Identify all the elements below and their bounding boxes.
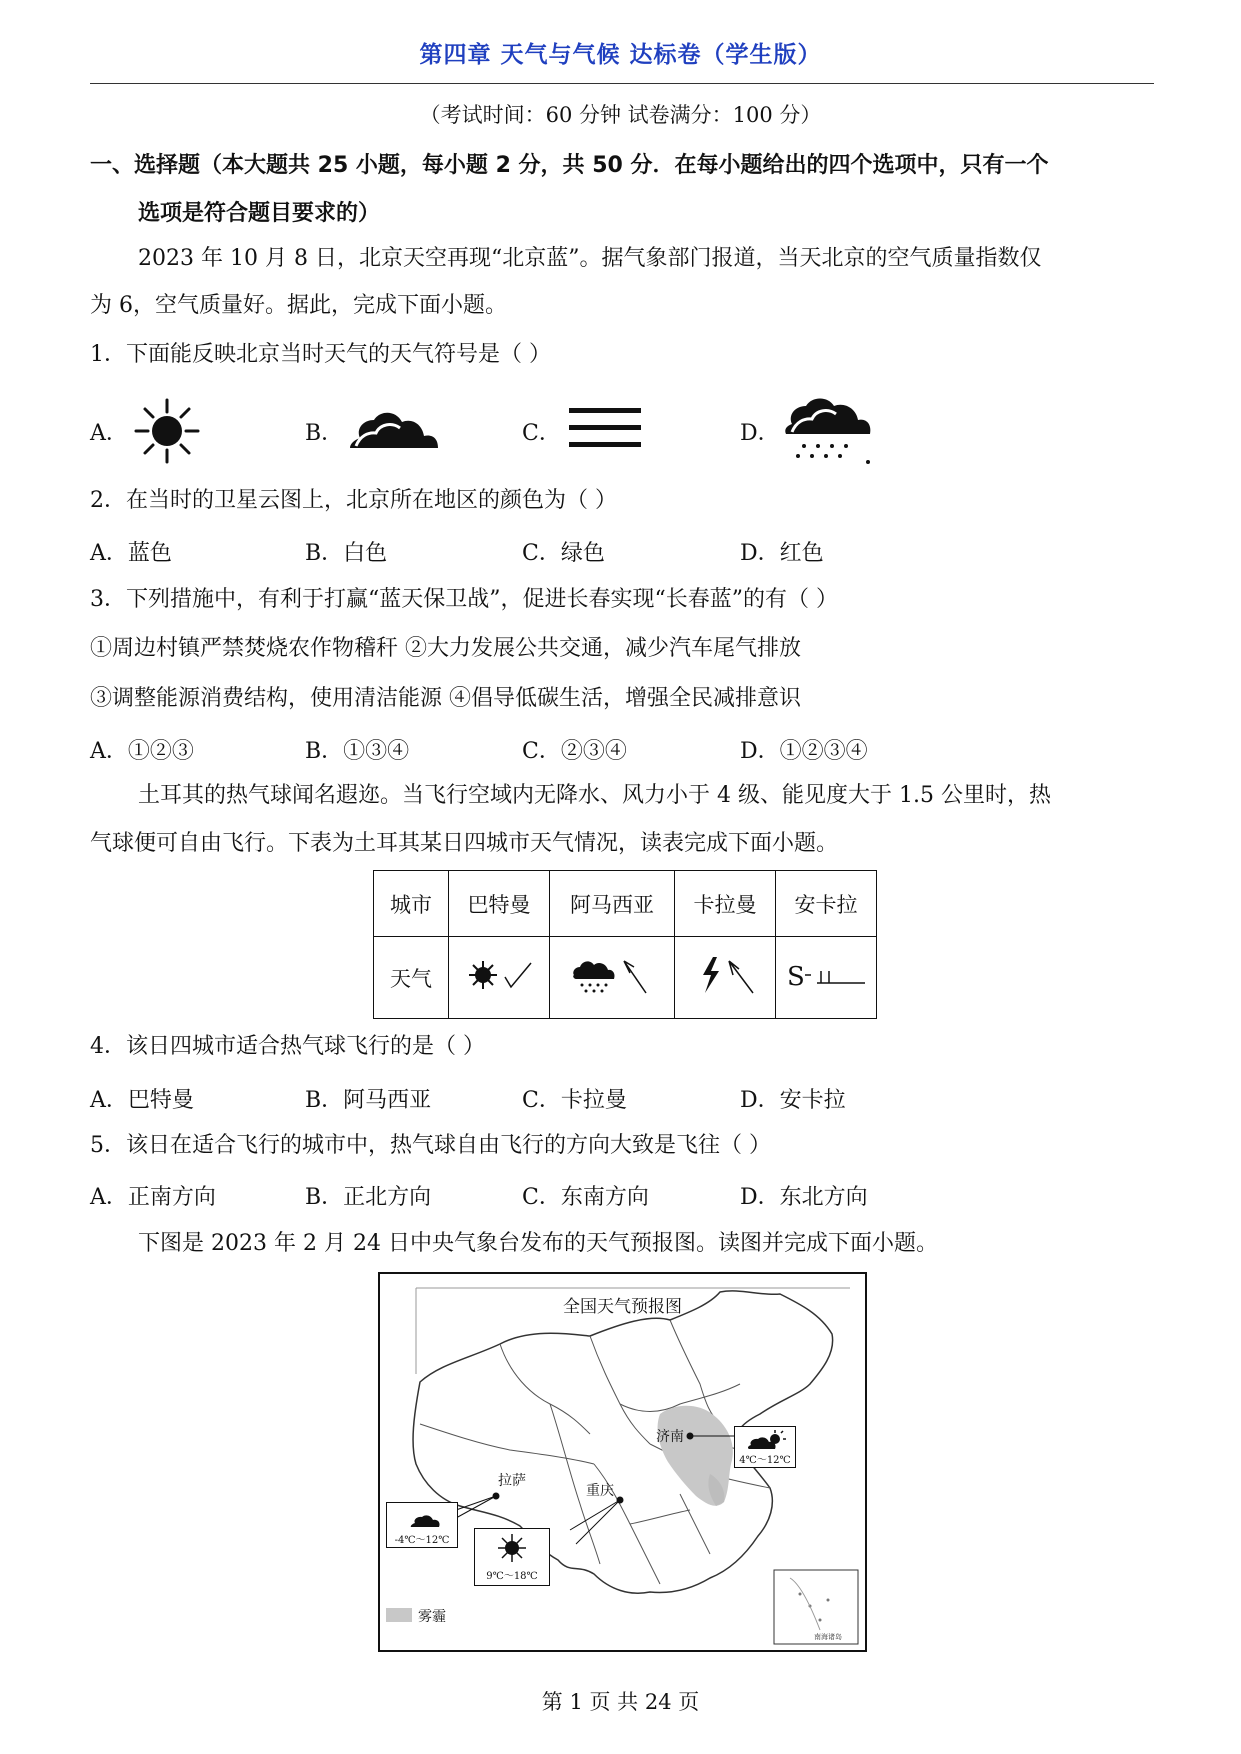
fog-icon	[565, 404, 645, 452]
table-symbol-cell	[675, 937, 776, 1019]
q3-option-c: C．②③④	[522, 739, 627, 764]
q2-option-c: C．绿色	[522, 541, 605, 566]
sun-icon	[475, 1531, 549, 1565]
passage-text: 2023 年 10 月 8 日，北京天空再现“北京蓝”。据气象部门报道，当天北京的空气质量指数仅	[138, 246, 1042, 271]
question-1-stem: 1．下面能反映北京当时天气的天气符号是（ ）	[90, 342, 551, 367]
cloudy-icon	[346, 402, 442, 452]
passage-text: 土耳其的热气球闻名遐迩。当飞行空域内无降水、风力小于 4 级、能见度大于 1.5 公里时，热	[138, 783, 1051, 808]
section-heading-cont: 选项是符合题目要求的）	[138, 201, 381, 226]
table-row-label: 天气	[374, 937, 449, 1019]
city-label-lhasa: 拉萨	[498, 1473, 526, 1489]
rain-icon	[782, 394, 874, 468]
table-city-cell: 卡拉曼	[675, 871, 776, 937]
legend-smog-label: 雾霾	[418, 1609, 446, 1625]
passage-text: 为 6，空气质量好。据此，完成下面小题。	[90, 293, 507, 318]
q4-option-b: B．阿马西亚	[305, 1088, 432, 1113]
table-symbol-cell	[776, 937, 877, 1019]
cloudy-sun-icon	[735, 1429, 795, 1451]
q5-option-a: A．正南方向	[90, 1185, 216, 1210]
q4-option-a: A．巴特曼	[90, 1088, 194, 1113]
question-3-stem: 3．下列措施中，有利于打赢“蓝天保卫战”，促进长春实现“长春蓝”的有（ ）	[90, 587, 838, 612]
question-4-stem: 4．该日四城市适合热气球飞行的是（ ）	[90, 1034, 485, 1059]
city-label-chongqing: 重庆	[586, 1483, 614, 1499]
inset-label: 南海诸岛	[814, 1633, 842, 1641]
q1-option-d: D．	[740, 421, 780, 446]
table-symbol-cell	[449, 937, 550, 1019]
q1-option-c: C．	[522, 421, 561, 446]
table-city-cell: 安卡拉	[776, 871, 877, 937]
jinan-temp: 4℃～12℃	[739, 1455, 791, 1466]
q3-option-a: A．①②③	[90, 739, 194, 764]
sun-icon	[132, 396, 202, 466]
rain-wind-icon	[562, 953, 662, 997]
page-number: 第 1 页 共 24 页	[541, 1690, 700, 1714]
table-city-cell: 阿马西亚	[550, 871, 675, 937]
question-5-stem: 5．该日在适合飞行的城市中，热气球自由飞行的方向大致是飞往（ ）	[90, 1133, 771, 1158]
chongqing-temp: 9℃～18℃	[486, 1571, 538, 1582]
q5-option-b: B．正北方向	[305, 1185, 432, 1210]
passage-text: 下图是 2023 年 2 月 24 日中央气象台发布的天气预报图。读图并完成下面小题。	[138, 1231, 938, 1256]
exam-info: （考试时间：60 分钟 试卷满分：100 分）	[419, 103, 822, 127]
city-label-jinan: 济南	[656, 1429, 684, 1445]
table-city-cell: 巴特曼	[449, 871, 550, 937]
sandstorm-wind-icon	[781, 953, 871, 997]
weather-forecast-map	[378, 1272, 867, 1652]
table-header-cell: 城市	[374, 871, 449, 937]
q3-items: ①周边村镇严禁焚烧农作物稽秆 ②大力发展公共交通，减少汽车尾气排放	[90, 636, 801, 661]
q4-option-c: C．卡拉曼	[522, 1088, 627, 1113]
weather-table	[373, 870, 877, 1019]
page-title: 第四章 天气与气候 达标卷（学生版）	[419, 42, 822, 68]
q2-option-d: D．红色	[740, 541, 824, 566]
passage-text: 气球便可自由飞行。下表为土耳其某日四城市天气情况，读表完成下面小题。	[90, 831, 839, 856]
section-heading: 一、选择题（本大题共 25 小题，每小题 2 分，共 50 分．在每小题给出的四个选项中，只有一个	[90, 153, 1049, 178]
table-symbol-cell	[550, 937, 675, 1019]
q1-option-a: A．	[90, 421, 128, 446]
lhasa-forecast-box	[386, 1502, 458, 1548]
q2-option-b: B．白色	[305, 541, 388, 566]
chongqing-forecast-box	[474, 1528, 550, 1586]
map-title: 全国天气预报图	[563, 1297, 682, 1317]
thunder-wind-icon	[685, 953, 765, 997]
cloudy-icon	[387, 1507, 457, 1529]
q4-option-d: D．安卡拉	[740, 1088, 846, 1113]
q3-option-d: D．①②③④	[740, 739, 868, 764]
legend-smog-swatch	[386, 1608, 412, 1622]
sun-wind-icon	[459, 955, 539, 995]
lhasa-temp: -4℃～12℃	[394, 1535, 450, 1546]
q2-option-a: A．蓝色	[90, 541, 172, 566]
header-divider	[90, 83, 1154, 84]
q1-option-b: B．	[305, 421, 344, 446]
q3-items: ③调整能源消费结构，使用清洁能源 ④倡导低碳生活，增强全民减排意识	[90, 686, 801, 711]
svg-text:S: S	[787, 962, 805, 992]
question-2-stem: 2．在当时的卫星云图上，北京所在地区的颜色为（ ）	[90, 488, 617, 513]
q5-option-d: D．东北方向	[740, 1185, 868, 1210]
jinan-forecast-box	[734, 1426, 796, 1468]
q3-option-b: B．①③④	[305, 739, 410, 764]
q5-option-c: C．东南方向	[522, 1185, 649, 1210]
